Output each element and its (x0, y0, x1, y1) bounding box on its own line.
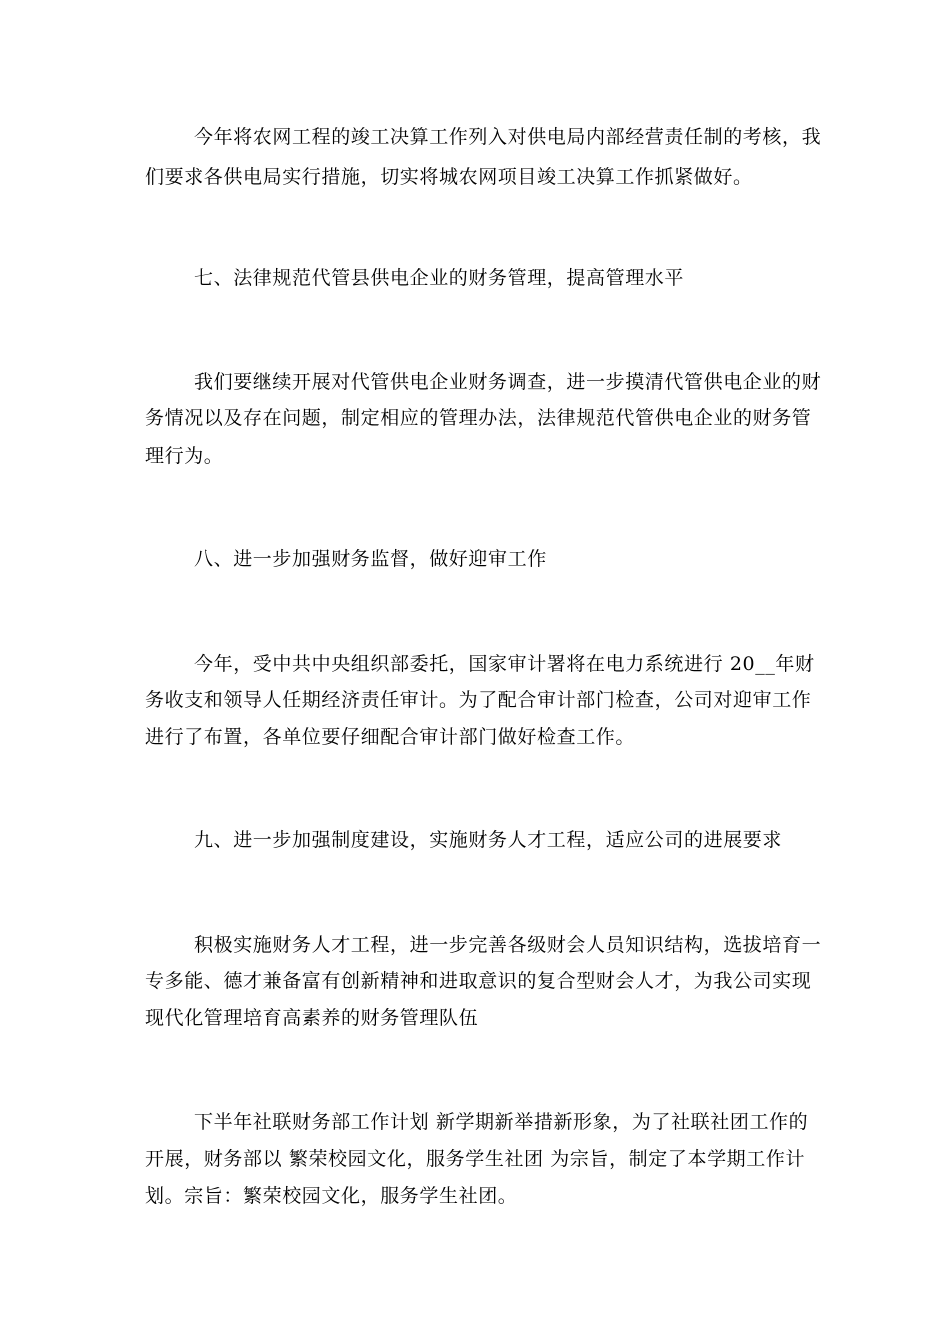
section-heading: 九、进一步加强制度建设，实施财务人才工程，适应公司的进展要求 (194, 829, 783, 851)
paragraph-line: 今年，受中共中央组织部委托，国家审计署将在电力系统进行 20__年财 (194, 653, 815, 675)
paragraph-line: 下半年社联财务部工作计划 新学期新举措新形象，为了社联社团工作的 (194, 1111, 809, 1133)
section-heading: 八、进一步加强财务监督，做好迎审工作 (194, 548, 547, 570)
paragraph-line: 今年将农网工程的竣工决算工作列入对供电局内部经营责任制的考核，我 (194, 126, 822, 148)
paragraph-line: 我们要继续开展对代管供电企业财务调查，进一步摸清代管供电企业的财 (194, 371, 822, 393)
paragraph-line: 务情况以及存在问题，制定相应的管理办法，法律规范代管供电企业的财务管 (145, 407, 812, 429)
paragraph-line: 理行为。 (145, 445, 224, 467)
paragraph-line: 开展，财务部以 繁荣校园文化，服务学生社团 为宗旨，制定了本学期工作计 (145, 1148, 806, 1170)
paragraph-line: 现代化管理培育高素养的财务管理队伍 (145, 1007, 479, 1029)
paragraph-line: 务收支和领导人任期经济责任审计。为了配合审计部门检查，公司对迎审工作 (145, 689, 812, 711)
paragraph-line: 们要求各供电局实行措施，切实将城农网项目竣工决算工作抓紧做好。 (145, 166, 753, 188)
paragraph-line: 专多能、德才兼备富有创新精神和进取意识的复合型财会人才，为我公司实现 (145, 970, 812, 992)
paragraph-line: 划。宗旨：繁荣校园文化，服务学生社团。 (145, 1185, 518, 1207)
section-heading: 七、法律规范代管县供电企业的财务管理，提高管理水平 (194, 267, 685, 289)
paragraph-line: 进行了布置，各单位要仔细配合审计部门做好检查工作。 (145, 726, 636, 748)
paragraph-line: 积极实施财务人才工程，进一步完善各级财会人员知识结构，选拔培育一 (194, 934, 822, 956)
